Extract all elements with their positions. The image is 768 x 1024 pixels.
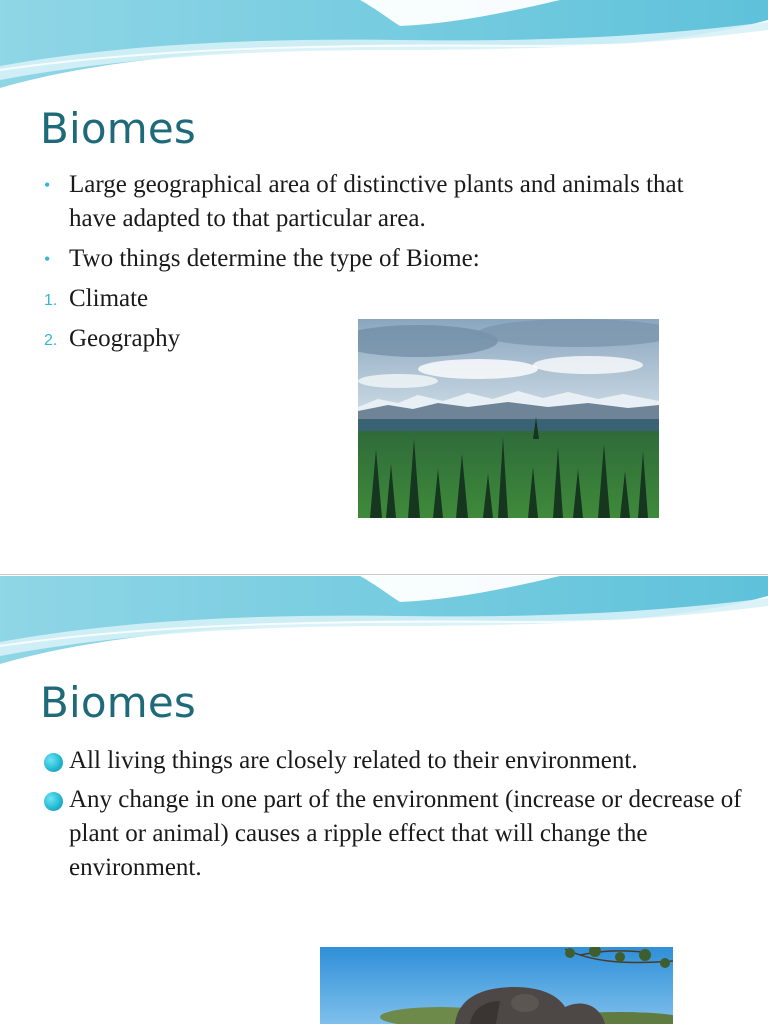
bullet-dot-icon	[44, 792, 63, 811]
list-item-text: Any change in one part of the environment (increase or decrease of plant or animal) causes a ripple effect that will change the environment.	[69, 786, 742, 881]
list-item-text: All living things are closely related to their environment.	[69, 747, 638, 774]
list-item-text: Large geographical area of distinctive plants and animals that have adapted to that particular area.	[69, 171, 684, 232]
wave-banner	[0, 0, 768, 100]
list-item-text: Geography	[69, 325, 181, 352]
number-marker: 1.	[44, 292, 58, 309]
number-marker: 2.	[44, 332, 58, 349]
bullet-marker: •	[44, 175, 51, 195]
list-item	[44, 282, 684, 316]
slide-title: Biomes	[40, 678, 197, 727]
bullet-dot-icon	[44, 753, 63, 772]
elephant-savanna-photo	[320, 947, 673, 1024]
slide-2	[0, 576, 768, 1024]
bullet-list	[44, 744, 744, 890]
bullet-marker: •	[44, 249, 51, 269]
list-item	[44, 744, 744, 778]
list-item	[44, 783, 744, 885]
list-item	[44, 168, 684, 236]
list-item-text: Two things determine the type of Biome:	[69, 245, 480, 272]
list-item-text: Climate	[69, 285, 149, 312]
list-item	[44, 242, 684, 276]
tundra-landscape-photo	[358, 319, 659, 518]
wave-banner	[0, 576, 768, 676]
slide-title: Biomes	[40, 104, 197, 153]
